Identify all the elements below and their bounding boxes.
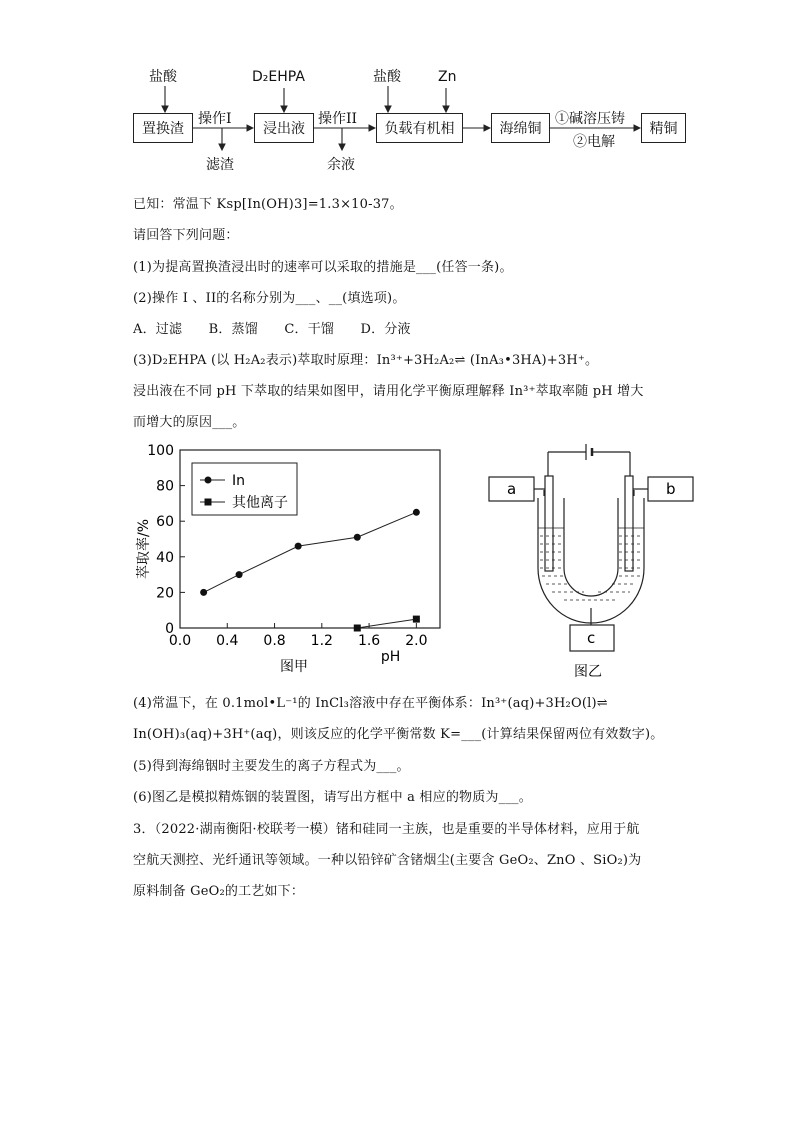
data-point (295, 543, 302, 550)
question-5: (5)得到海绵铟时主要发生的离子方程式为___。 (133, 759, 410, 774)
apparatus-caption: 图乙 (574, 664, 602, 680)
y-tick-label: 60 (156, 514, 174, 531)
x-tick-label: 1.6 (357, 633, 381, 649)
legend-marker (205, 499, 212, 506)
flow-step1-label: ①碱溶压铸 (555, 111, 625, 127)
flow-op2-label: 操作II (318, 111, 358, 127)
intro-text: 请回答下列问题： (133, 228, 239, 243)
chart-legend (192, 463, 297, 515)
problem-3-line1: 3．（2022·湖南衡阳·校联考一模）锗和硅同一主族，也是重要的半导体材料，应用于航 (133, 822, 640, 837)
problem-3-line3: 原料制备 GeO₂的工艺如下： (133, 884, 305, 899)
flow-arrows (0, 0, 794, 190)
flow-box-organic: 负载有机相 (376, 113, 463, 143)
x-tick-label: 2.0 (405, 633, 428, 649)
box-c-label: c (587, 629, 596, 647)
question-1: (1)为提高置换渣浸出时的速率可以采取的措施是___(任答一条)。 (133, 260, 513, 275)
chart-caption: 图甲 (280, 659, 308, 675)
legend-marker (205, 477, 212, 484)
question-3: (3)D₂EHPA (以 H₂A₂表示)萃取时原理：In³⁺+3H₂A₂⇌ (InA₃•3HA)+3H⁺。 (133, 353, 599, 368)
question-2: (2)操作 I 、II的名称分别为___、__(填选项)。 (133, 291, 406, 306)
known-ksp (133, 193, 403, 212)
box-b-label: b (666, 480, 676, 498)
flow-output-remain: 余液 (327, 157, 355, 173)
flow-output-residue: 滤渣 (206, 157, 234, 173)
apparatus-diagram (486, 440, 706, 685)
y-tick-label: 0 (165, 621, 174, 637)
x-tick-label: 1.2 (310, 633, 333, 649)
flow-input-hcl-2: 盐酸 (373, 69, 401, 85)
data-point (354, 534, 361, 541)
question-4-line2: In(OH)₃(aq)+3H⁺(aq)，则该反应的化学平衡常数 K=___(计算结果保留两位有效数字)。 (133, 727, 664, 742)
y-tick-label: 80 (156, 478, 174, 495)
flow-op1-label: 操作I (198, 111, 232, 127)
series-line-0 (204, 512, 417, 592)
flow-input-zn: Zn (438, 69, 457, 85)
flow-step2-label: ②电解 (573, 134, 615, 150)
data-point (413, 509, 420, 516)
box-a-label: a (507, 480, 517, 498)
chart-ylabel: 萃取率/% (136, 518, 152, 580)
question-6: (6)图乙是模拟精炼铟的装置图，请写出方框中 a 相应的物质为___。 (133, 790, 532, 805)
y-tick-label: 40 (156, 549, 174, 566)
chart-xlabel: pH (380, 649, 401, 665)
y-tick-label: 20 (156, 585, 174, 602)
question-3-line2: 浸出液在不同 pH 下萃取的结果如图甲，请用化学平衡原理解释 In³⁺萃取率随 pH 增大 (133, 384, 644, 399)
question-2-options: A．过滤 B．蒸馏 C．干馏 D．分液 (133, 322, 411, 337)
data-point (354, 625, 361, 632)
known-text: 已知：常温下 Ksp[In(OH)3]=1.3×10-37。 (133, 197, 403, 212)
problem-3-line2: 空航天测控、光纤通讯等领域。一种以铅锌矿含锗烟尘(主要含 GeO₂、ZnO 、SiO₂)为 (133, 853, 642, 868)
flow-box-refined: 精铜 (641, 113, 686, 143)
flow-input-d2ehpa: D₂EHPA (252, 69, 305, 85)
x-tick-label: 0.4 (216, 633, 239, 649)
data-point (200, 589, 207, 596)
question-3-line3: 而增大的原因___。 (133, 415, 246, 430)
flow-box-residue: 置换渣 (133, 113, 193, 143)
legend-label: In (232, 473, 246, 489)
flow-input-hcl: 盐酸 (149, 69, 177, 85)
data-point (236, 571, 243, 578)
chart-marks (200, 509, 420, 632)
extraction-chart (130, 440, 460, 685)
series-line-1 (357, 619, 416, 628)
data-point (413, 616, 420, 623)
y-tick-label: 100 (147, 443, 174, 459)
question-4: (4)常温下，在 0.1mol•L⁻¹的 InCl₃溶液中存在平衡体系：In³⁺(aq)+3H₂O(l)⇌ (133, 696, 608, 711)
legend-label: 其他离子 (232, 495, 288, 511)
flow-box-leachate: 浸出液 (254, 113, 314, 143)
x-tick-label: 0.0 (168, 633, 192, 649)
x-tick-label: 0.8 (263, 633, 286, 649)
flow-box-sponge: 海绵铜 (491, 113, 550, 143)
